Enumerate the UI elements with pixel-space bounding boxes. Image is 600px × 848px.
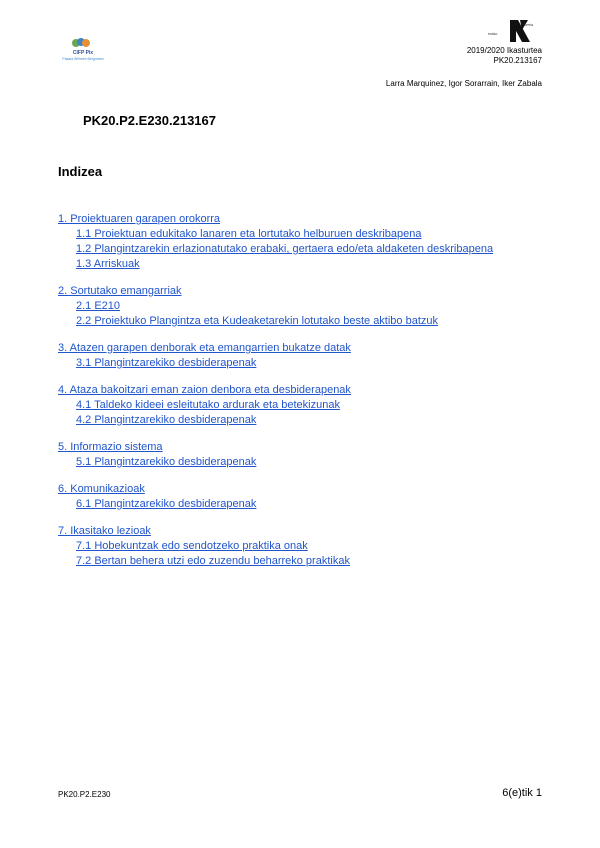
table-of-contents: [58, 212, 558, 569]
toc-link-7-2[interactable]: 7.2 Bertan behera utzi edo zuzendu beharreko praktikak: [76, 555, 350, 567]
toc-link-1[interactable]: 1. Proiektuaren garapen orokorra: [58, 213, 221, 225]
toc-link-1-1[interactable]: 1.1 Proiektuan edukitako lanaren eta lortutako helburuen deskribapena: [76, 228, 422, 240]
toc-link-5-1[interactable]: 5.1 Plangintzarekiko desbiderapenak: [76, 456, 257, 468]
school-logo-text-a: eusko: [488, 32, 498, 36]
toc-link-4[interactable]: 4. Ataza bakoitzari eman zaion denbora eta desbiderapenak: [58, 384, 351, 396]
toc-link-5[interactable]: 5. Informazio sistema: [58, 441, 163, 453]
toc-link-4-2[interactable]: 4.2 Plangintzarekiko desbiderapenak: [76, 414, 257, 426]
toc-link-7[interactable]: 7. Ikasitako lezioak: [58, 525, 151, 537]
header-project-code: PK20.213167: [493, 56, 542, 65]
toc-link-7-1[interactable]: 7.1 Hobekuntzak edo sendotzeko praktika onak: [76, 540, 308, 552]
toc-link-4-1[interactable]: 4.1 Taldeko kideei esleitutako ardurak eta betekizunak: [76, 399, 340, 411]
document-title: PK20.P2.E230.213167: [83, 113, 216, 128]
toc-link-1-2[interactable]: 1.2 Plangintzarekin erlazionatutako erabaki, gertaera edo/eta aldaketen deskribapena: [76, 243, 494, 255]
toc-link-1-3[interactable]: 1.3 Arriskuak: [76, 258, 140, 270]
institute-logo: [58, 36, 108, 66]
institute-logo-subtitle: Pasaia Wilhelm Bergmann: [62, 57, 104, 61]
toc-link-3-1[interactable]: 3.1 Plangintzarekiko desbiderapenak: [76, 357, 257, 369]
toc-heading: Indizea: [58, 164, 103, 179]
institute-logo-name: CIFP Pix: [72, 50, 94, 56]
toc-link-2[interactable]: 2. Sortutako emangarriak: [58, 285, 182, 297]
toc-link-6-1[interactable]: 6.1 Plangintzarekiko desbiderapenak: [76, 498, 257, 510]
header-authors: Larra Marquinez, Igor Sorarrain, Iker Zabala: [385, 79, 542, 88]
institute-logo-mark-icon: [70, 36, 92, 50]
header-academic-year: 2019/2020 Ikasturtea: [466, 46, 542, 55]
toc-link-6[interactable]: 6. Komunikazioak: [58, 483, 145, 495]
toc-link-3[interactable]: 3. Atazen garapen denborak eta emangarrien bukatze datak: [58, 342, 351, 354]
school-logo-mark-icon: [508, 18, 532, 44]
school-logo-text-b: berria: [524, 23, 533, 27]
toc-link-2-1[interactable]: 2.1 E210: [76, 300, 121, 312]
footer-page-number: 6(e)tik 1: [502, 787, 542, 799]
footer-document-code: PK20.P2.E230: [58, 790, 111, 799]
school-logo: [488, 18, 544, 44]
toc-link-2-2[interactable]: 2.2 Proiektuko Plangintza eta Kudeaketarekin lotutako beste aktibo batzuk: [76, 315, 439, 327]
